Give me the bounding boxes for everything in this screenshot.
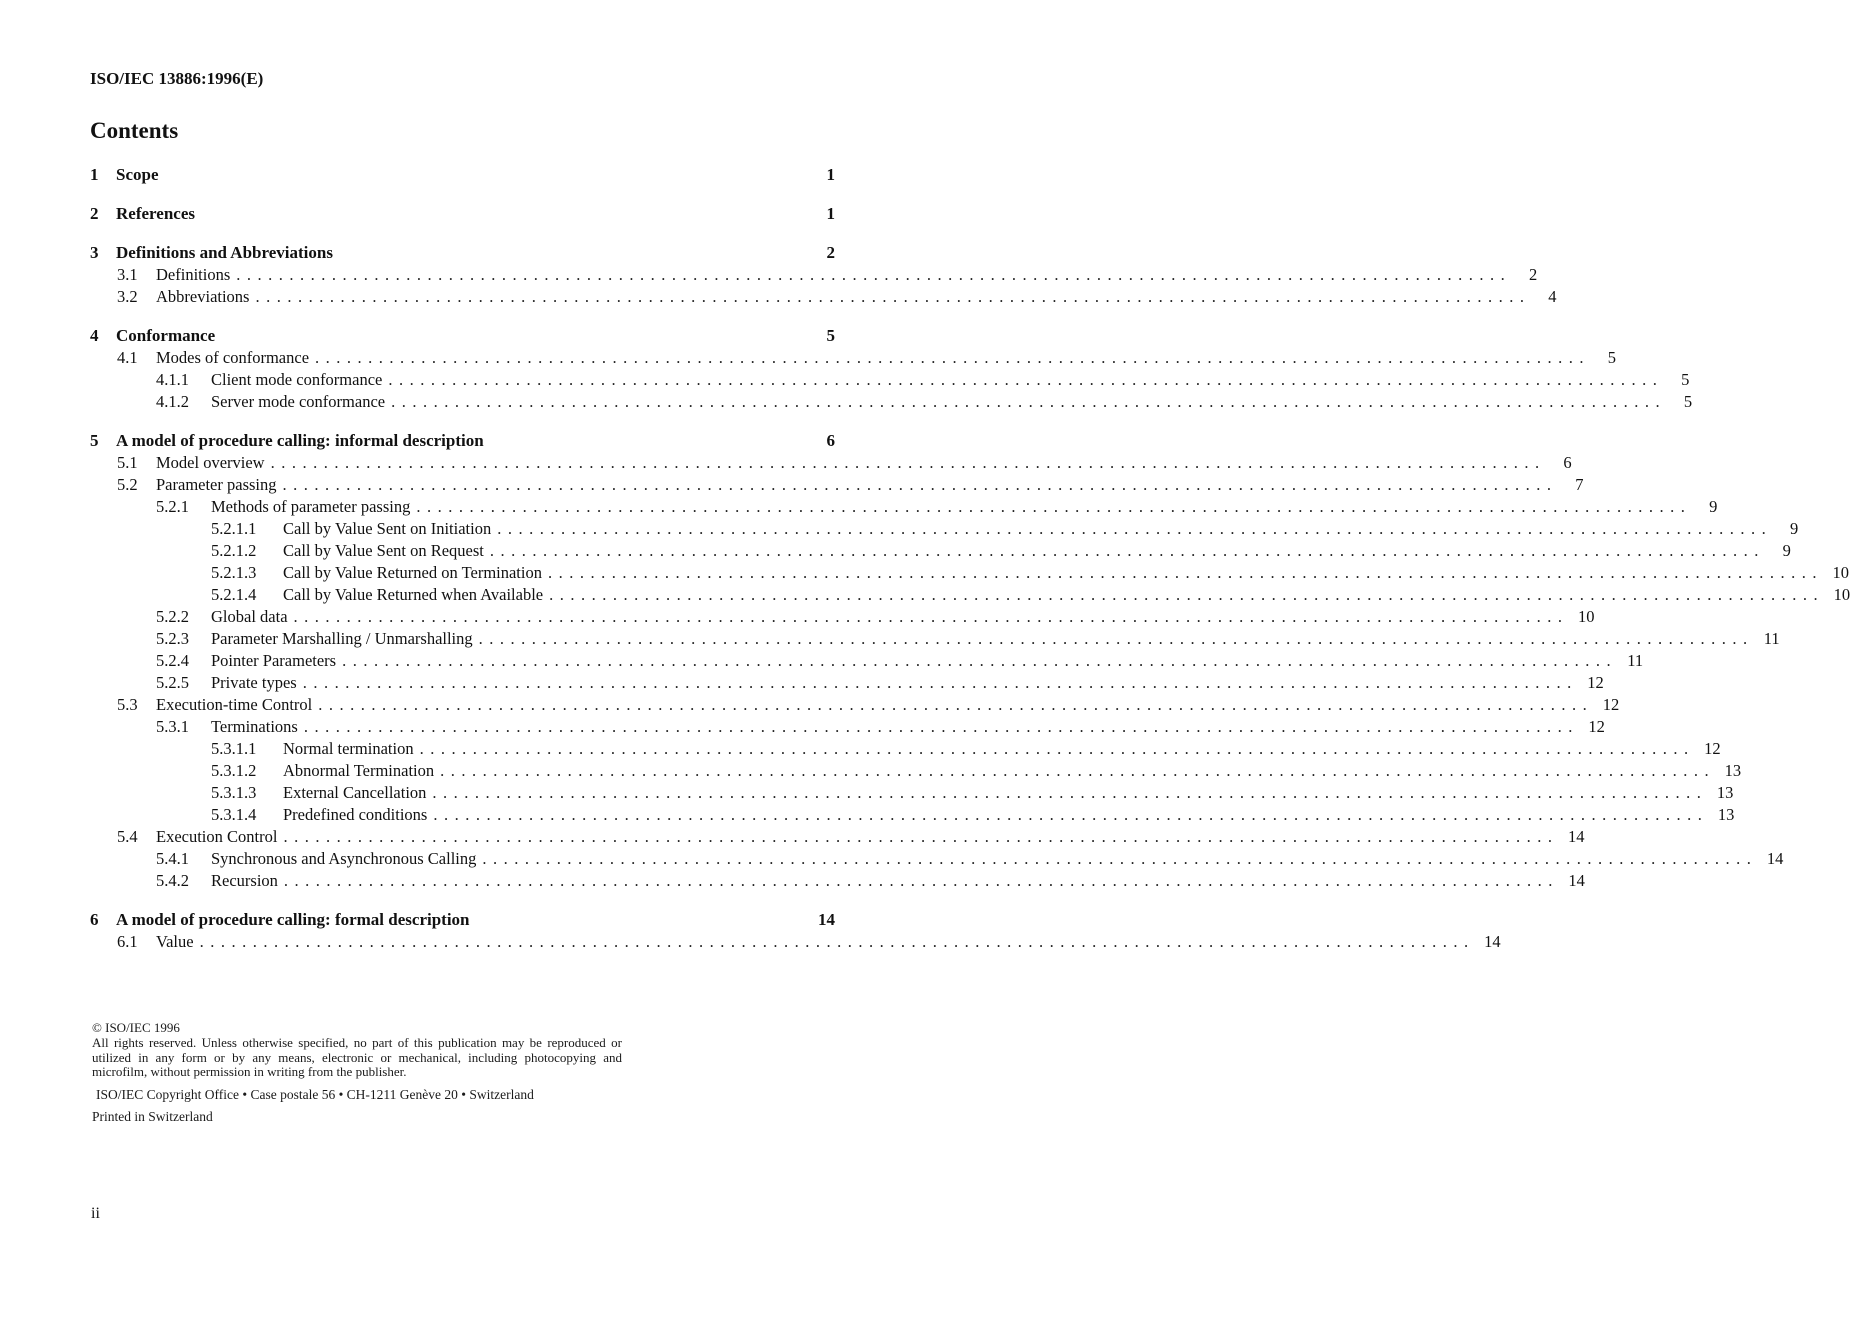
toc-entry-number: 5.3.1.1 [211, 739, 257, 758]
toc-entry-title: Recursion [211, 871, 278, 890]
toc-entry-title: Abnormal Termination [283, 761, 435, 780]
toc-entry-number: 5.2.1.2 [211, 541, 257, 560]
toc-entry-page: 13 [1724, 761, 1742, 780]
toc-dot-leader: ........................................................................................................................ [440, 761, 1716, 780]
toc-entry-page: 14 [1568, 871, 1585, 890]
toc-dot-leader: ........................................................................................................................ [489, 541, 1765, 560]
toc-entry[interactable] [117, 474, 1584, 496]
toc-entry-page: 9 [1782, 541, 1791, 560]
toc-entry-number: 6.1 [117, 932, 138, 951]
toc-entry-page: 14 [1484, 932, 1501, 951]
toc-entry-title: Value [156, 932, 194, 951]
toc-entry[interactable] [156, 848, 1784, 870]
toc-entry-title: Terminations [211, 717, 298, 736]
toc-entry-title: Parameter passing [156, 475, 277, 494]
toc-entry[interactable] [211, 804, 1735, 826]
toc-dot-leader: ........................................................................................................................ [282, 475, 1558, 494]
toc-dot-leader: ........................................................................................................................ [549, 585, 1825, 604]
toc-entry-number: 5.2.2 [156, 607, 189, 626]
toc-entry-title: External Cancellation [283, 783, 427, 802]
toc-entry[interactable] [156, 650, 1644, 672]
toc-dot-leader: ........................................................................................................................ [255, 287, 1531, 306]
toc-entry-number: 5.4 [117, 827, 138, 846]
toc-dot-leader: ........................................................................................................................ [303, 717, 1579, 736]
toc-dot-leader: ........................................................................................................................ [283, 871, 1559, 890]
toc-entry[interactable] [117, 452, 1572, 474]
toc-entry-title: Execution Control [156, 827, 278, 846]
toc-entry-title: Private types [211, 673, 297, 692]
toc-entry-number: 4.1.1 [156, 370, 189, 389]
toc-entry-page: 7 [1575, 475, 1584, 494]
toc-dot-leader: ........................................................................................................................ [315, 348, 1591, 367]
toc-entry-number: 5.2 [117, 475, 138, 494]
toc-entry-number: 5.1 [117, 453, 138, 472]
toc-chapter-entry[interactable] [90, 909, 835, 931]
toc-entry-page: 5 [826, 326, 835, 345]
toc-entry-number: 6 [90, 910, 99, 929]
toc-entry-number: 2 [90, 204, 99, 223]
toc-entry-title: A model of procedure calling: formal description [116, 910, 470, 929]
toc-entry[interactable] [117, 264, 1538, 286]
toc-entry-page: 6 [826, 431, 835, 450]
toc-entry[interactable] [117, 286, 1557, 308]
toc-entry-number: 5.2.5 [156, 673, 189, 692]
toc-dot-leader: ........................................................................................................................ [293, 607, 1569, 626]
toc-dot-leader: ........................................................................................................................ [236, 265, 1512, 284]
toc-dot-leader: ........................................................................................................................ [547, 563, 1823, 582]
printed-in: Printed in Switzerland [92, 1109, 213, 1124]
toc-entry[interactable] [211, 738, 1721, 760]
toc-entry-title: Call by Value Sent on Request [283, 541, 484, 560]
toc-chapter-entry[interactable] [90, 203, 835, 225]
toc-entry[interactable] [117, 826, 1585, 848]
toc-entry[interactable] [211, 782, 1734, 804]
contents-heading: Contents [90, 118, 179, 143]
toc-entry[interactable] [156, 369, 1690, 391]
toc-entry-title: Global data [211, 607, 288, 626]
toc-entry-number: 4.1 [117, 348, 138, 367]
toc-entry-page: 2 [1529, 265, 1538, 284]
toc-entry-number: 5.2.3 [156, 629, 189, 648]
toc-entry-title: Modes of conformance [156, 348, 310, 367]
toc-dot-leader: ........................................................................................................................ [432, 783, 1708, 802]
toc-entry-title: Abbreviations [156, 287, 250, 306]
toc-entry-title: Client mode conformance [211, 370, 383, 389]
toc-dot-leader: ........................................................................................................................ [199, 932, 1475, 951]
toc-entry-page: 2 [826, 243, 835, 262]
toc-entry-page: 14 [1567, 827, 1585, 846]
toc-entry-page: 11 [1627, 651, 1644, 670]
toc-entry-number: 5.2.1.1 [211, 519, 257, 538]
toc-entry-title: Call by Value Returned when Available [283, 585, 544, 604]
toc-entry-title: Server mode conformance [211, 392, 386, 411]
toc-entry[interactable] [117, 694, 1620, 716]
toc-entry-number: 5.3.1.4 [211, 805, 257, 824]
toc-entry-title: Definitions [156, 265, 231, 284]
toc-entry-page: 5 [1607, 348, 1617, 367]
page-number: ii [91, 1205, 100, 1222]
copyright-notice: © ISO/IEC 1996 [92, 1020, 180, 1035]
toc-dot-leader: ........................................................................................................................ [342, 651, 1618, 670]
toc-dot-leader: ........................................................................................................................ [478, 629, 1754, 648]
toc-entry-title: Model overview [156, 453, 265, 472]
toc-entry-page: 13 [1717, 805, 1735, 824]
toc-entry-page: 12 [1704, 739, 1721, 758]
toc-dot-leader: ........................................................................................................................ [391, 392, 1667, 411]
toc-entry[interactable] [156, 606, 1595, 628]
toc-entry-title: References [116, 204, 195, 223]
toc-entry-title: Scope [116, 165, 159, 184]
toc-dot-leader: ........................................................................................................................ [482, 849, 1758, 868]
toc-entry-number: 3.2 [117, 287, 138, 306]
toc-entry[interactable] [156, 391, 1693, 413]
toc-entry[interactable] [211, 584, 1850, 606]
toc-entry-number: 5.3.1.2 [211, 761, 257, 780]
toc-entry-number: 4.1.2 [156, 392, 189, 411]
toc-entry-page: 10 [1578, 607, 1595, 626]
toc-entry-page: 6 [1563, 453, 1572, 472]
toc-entry[interactable] [156, 496, 1718, 518]
toc-entry-title: Predefined conditions [283, 805, 428, 824]
toc-entry[interactable] [156, 716, 1605, 738]
toc-entry-title: Conformance [116, 326, 216, 345]
toc-entry[interactable] [117, 347, 1617, 369]
toc-entry-page: 14 [818, 910, 835, 929]
toc-entry-title: Parameter Marshalling / Unmarshalling [211, 629, 473, 648]
toc-entry-number: 5.2.1 [156, 497, 189, 516]
toc-entry-number: 5.2.1.4 [211, 585, 257, 604]
toc-dot-leader: ........................................................................................................................ [419, 739, 1695, 758]
toc-entry-page: 12 [1602, 695, 1620, 714]
toc-entry-number: 5.3 [117, 695, 138, 714]
copyright-office-address: ISO/IEC Copyright Office • Case postale 56 • CH-1211 Genève 20 • Switzerland [96, 1087, 534, 1102]
toc-entry-page: 13 [1716, 783, 1734, 802]
toc-entry-number: 5 [90, 431, 99, 450]
toc-entry[interactable] [211, 518, 1799, 540]
toc-entry[interactable] [156, 870, 1585, 892]
toc-entry-number: 5.3.1.3 [211, 783, 257, 802]
toc-entry-title: Definitions and Abbreviations [116, 243, 333, 262]
toc-chapter-entry[interactable] [90, 430, 835, 452]
toc-entry-title: Pointer Parameters [211, 651, 337, 670]
toc-entry-number: 1 [90, 165, 99, 184]
toc-entry[interactable] [211, 540, 1791, 562]
toc-chapter-entry[interactable] [90, 242, 835, 264]
toc-entry-number: 3 [90, 243, 99, 262]
toc-entry[interactable] [211, 562, 1849, 584]
toc-entry-number: 5.3.1 [156, 717, 189, 736]
toc-entry-page: 5 [1683, 392, 1693, 411]
toc-dot-leader: ........................................................................................................................ [318, 695, 1594, 714]
toc-entry-page: 9 [1789, 519, 1799, 538]
toc-entry[interactable] [117, 931, 1501, 953]
toc-entry-page: 11 [1763, 629, 1780, 648]
rights-statement: All rights reserved. Unless otherwise specified, no part of this publication may be reproduced or utilized in any form or by any means, electronic or mechanical, including photocopying and microfilm, without permission in writing from the publisher. [92, 1035, 622, 1079]
toc-entry-number: 3.1 [117, 265, 138, 284]
toc-entry-page: 1 [826, 204, 835, 223]
toc-entry-page: 1 [826, 165, 835, 184]
toc-entry[interactable] [156, 628, 1780, 650]
toc-entry-page: 10 [1832, 563, 1849, 582]
toc-entry-number: 4 [90, 326, 99, 345]
toc-entry-page: 5 [1681, 370, 1690, 389]
toc-entry-page: 10 [1833, 585, 1850, 604]
toc-entry[interactable] [156, 672, 1604, 694]
toc-dot-leader: ........................................................................................................................ [433, 805, 1709, 824]
toc-entry-title: Call by Value Returned on Termination [283, 563, 542, 582]
toc-entry-page: 12 [1587, 673, 1604, 692]
toc-dot-leader: ........................................................................................................................ [283, 827, 1559, 846]
toc-entry-page: 4 [1548, 287, 1557, 306]
toc-entry-title: Methods of parameter passing [211, 497, 411, 516]
toc-chapter-entry[interactable] [90, 164, 835, 186]
toc-entry-number: 5.4.2 [156, 871, 189, 890]
toc-chapter-entry[interactable] [90, 325, 835, 347]
toc-entry-number: 5.4.1 [156, 849, 189, 868]
toc-entry-title: Execution-time Control [156, 695, 313, 714]
toc-entry-title: Call by Value Sent on Initiation [283, 519, 492, 538]
toc-dot-leader: ........................................................................................................................ [388, 370, 1664, 389]
toc-entry-page: 14 [1766, 849, 1784, 868]
toc-entry-title: Synchronous and Asynchronous Calling [211, 849, 477, 868]
toc-entry-title: Normal termination [283, 739, 414, 758]
toc-dot-leader: ........................................................................................................................ [416, 497, 1692, 516]
toc-dot-leader: ........................................................................................................................ [270, 453, 1546, 472]
toc-entry-page: 9 [1709, 497, 1718, 516]
toc-entry-page: 12 [1588, 717, 1605, 736]
toc-dot-leader: ........................................................................................................................ [302, 673, 1578, 692]
toc-entry[interactable] [211, 760, 1742, 782]
toc-dot-leader: ........................................................................................................................ [497, 519, 1773, 538]
toc-entry-number: 5.2.4 [156, 651, 189, 670]
toc-entry-number: 5.2.1.3 [211, 563, 257, 582]
toc-entry-title: A model of procedure calling: informal description [116, 431, 484, 450]
document-id-header: ISO/IEC 13886:1996(E) [90, 69, 264, 88]
